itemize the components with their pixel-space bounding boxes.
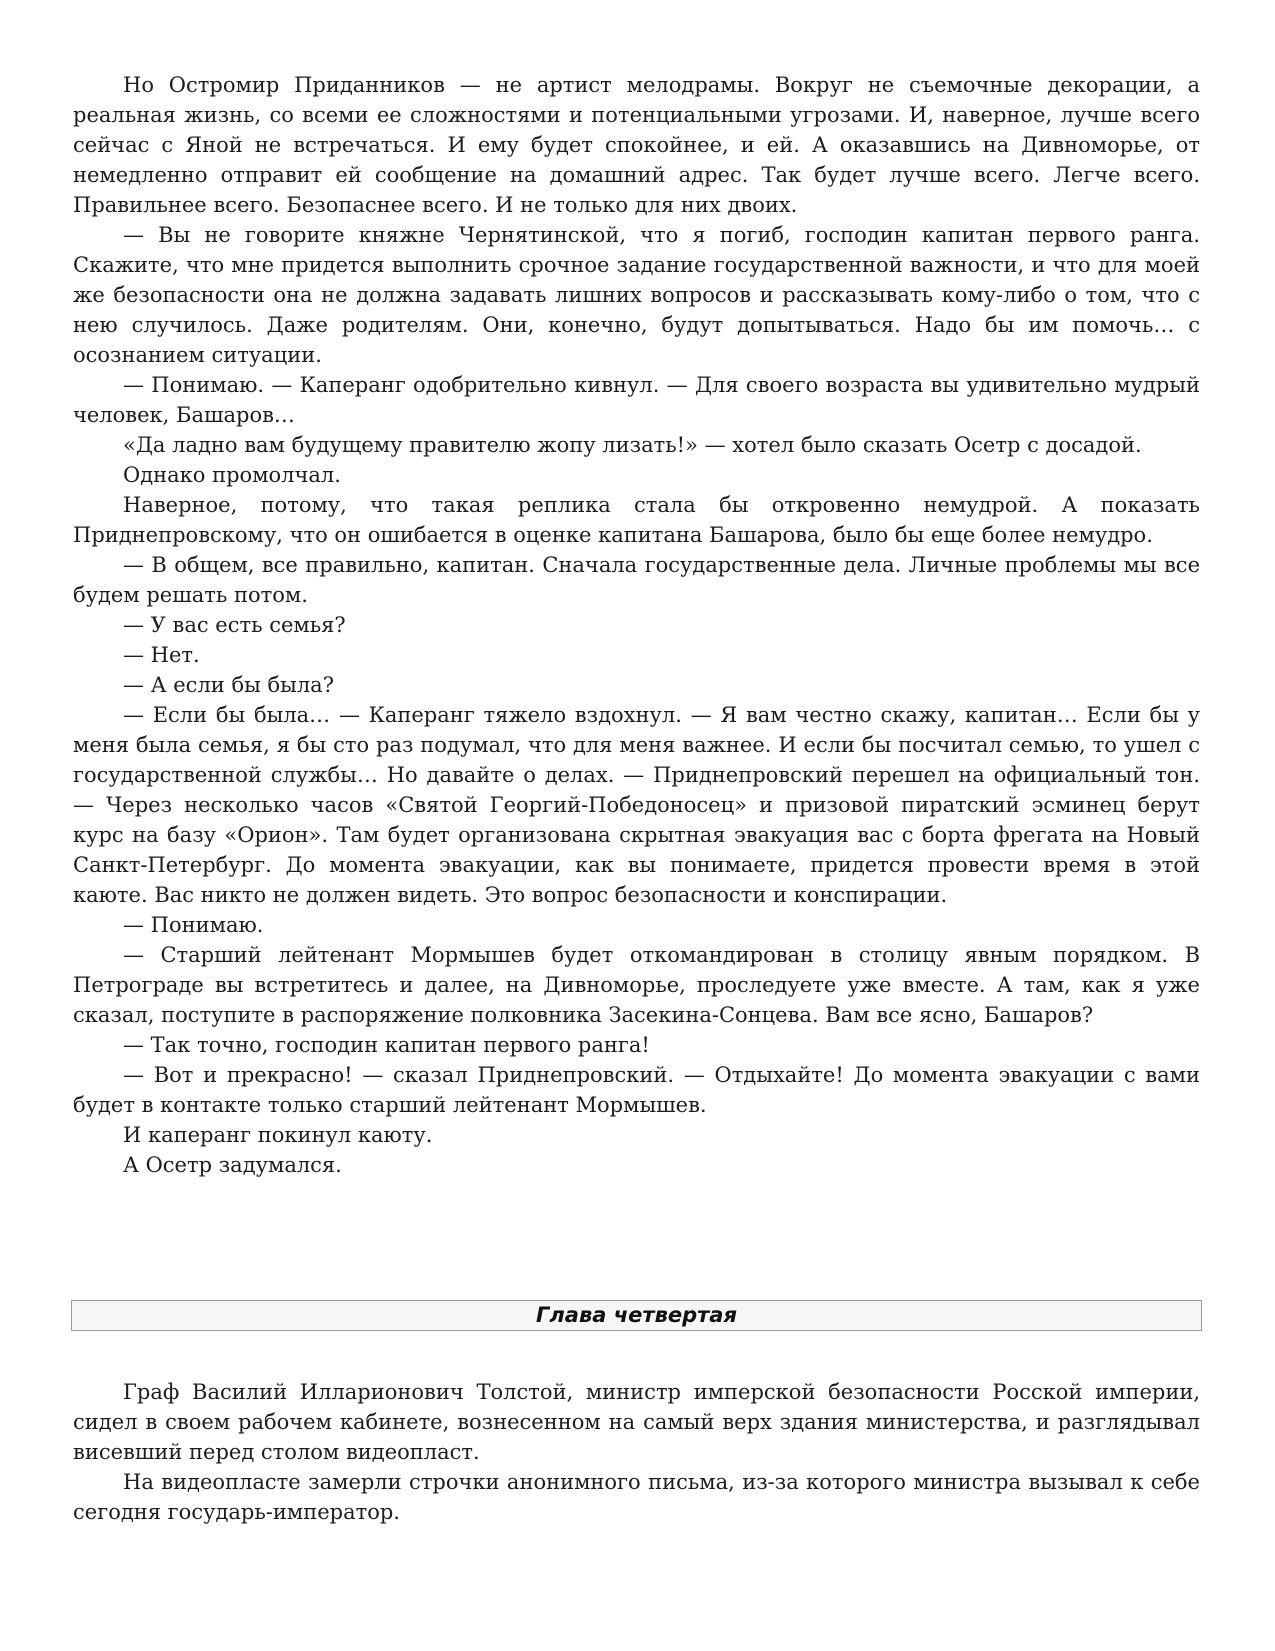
document-page <box>73 70 1200 1527</box>
paragraph: На видеопласте замерли строчки анонимного письма, из-за которого министра вызывал к себе сегодня государь-император. <box>73 1470 1200 1524</box>
paragraph: — Так точно, господин капитан первого ранга! <box>123 1033 650 1057</box>
paragraph: «Да ладно вам будущему правителю жопу лизать!» — хотел было сказать Осетр с досадой. <box>123 433 1142 457</box>
chapter-spacer <box>73 1180 1200 1300</box>
paragraph: — Старший лейтенант Мормышев будет откомандирован в столицу явным порядком. В Петрограде вы встретитесь и далее, на Дивноморье, проследуете уже вместе. А там, как я уже сказал, поступите в распоряжение полковника Засекина-Сонцева. Вам все ясно, Башаров? <box>73 943 1200 1027</box>
paragraph: Но Остромир Приданников — не артист мелодрамы. Вокруг не съемочные декорации, а реальная жизнь, со всеми ее сложностями и потенциальными угрозами. И, наверное, лучше всего сейчас с Яной не встречаться. И ему будет спокойнее, и ей. А оказавшись на Дивноморье, от немедленно отправит ей сообщение на домашний адрес. Так будет лучше всего. Легче всего. Правильнее всего. Безопаснее всего. И не только для них двоих. <box>73 73 1200 217</box>
chapter-spacer <box>73 1331 1200 1377</box>
paragraph: Граф Василий Илларионович Толстой, министр имперской безопасности Росской империи, сидел в своем рабочем кабинете, вознесенном на самый верх здания министерства, и разглядывал висевший перед столом видеопласт. <box>73 1380 1200 1464</box>
paragraph: И каперанг покинул каюту. <box>123 1123 433 1147</box>
chapter-title: Глава четвертая <box>536 1303 737 1327</box>
paragraph: — Понимаю. <box>123 913 264 937</box>
paragraph: — А если бы была? <box>123 673 334 697</box>
paragraph: Наверное, потому, что такая реплика стала бы откровенно немудрой. А показать Приднепровскому, что он ошибается в оценке капитана Башарова, было бы еще более немудро. <box>73 493 1200 547</box>
paragraph: — Вот и прекрасно! — сказал Приднепровский. — Отдыхайте! До момента эвакуации с вами будет в контакте только старший лейтенант Мормышев. <box>73 1063 1200 1117</box>
paragraph: — Нет. <box>123 643 200 667</box>
paragraph: — В общем, все правильно, капитан. Сначала государственные дела. Личные проблемы мы все будем решать потом. <box>73 553 1200 607</box>
paragraph: А Осетр задумался. <box>123 1153 342 1177</box>
paragraph: — Понимаю. — Каперанг одобрительно кивнул. — Для своего возраста вы удивительно мудрый человек, Башаров… <box>73 373 1200 427</box>
paragraph: Однако промолчал. <box>123 463 341 487</box>
paragraph: — Вы не говорите княжне Чернятинской, что я погиб, господин капитан первого ранга. Скажите, что мне придется выполнить срочное задание государственной важности, и что для моей же безопасности она не должна задавать лишних вопросов и рассказывать кому-либо о том, что с нею случилось. Даже родителям. Они, конечно, будут допытываться. Надо бы им помочь… с осознанием ситуации. <box>73 223 1200 367</box>
paragraph: — У вас есть семья? <box>123 613 346 637</box>
chapter-heading-box <box>71 1300 1202 1331</box>
paragraph: — Если бы была… — Каперанг тяжело вздохнул. — Я вам честно скажу, капитан… Если бы у меня была семья, я бы сто раз подумал, что для меня важнее. И если бы посчитал семью, то ушел с государственной службы… Но давайте о делах. — Приднепровский перешел на официальный тон. — Через несколько часов «Святой Георгий-Победоносец» и призовой пиратский эсминец берут курс на базу «Орион». Там будет организована скрытная эвакуация вас с борта фрегата на Новый Санкт-Петербург. До момента эвакуации, как вы понимаете, придется провести время в этой каюте. Вас никто не должен видеть. Это вопрос безопасности и конспирации. <box>73 703 1200 907</box>
